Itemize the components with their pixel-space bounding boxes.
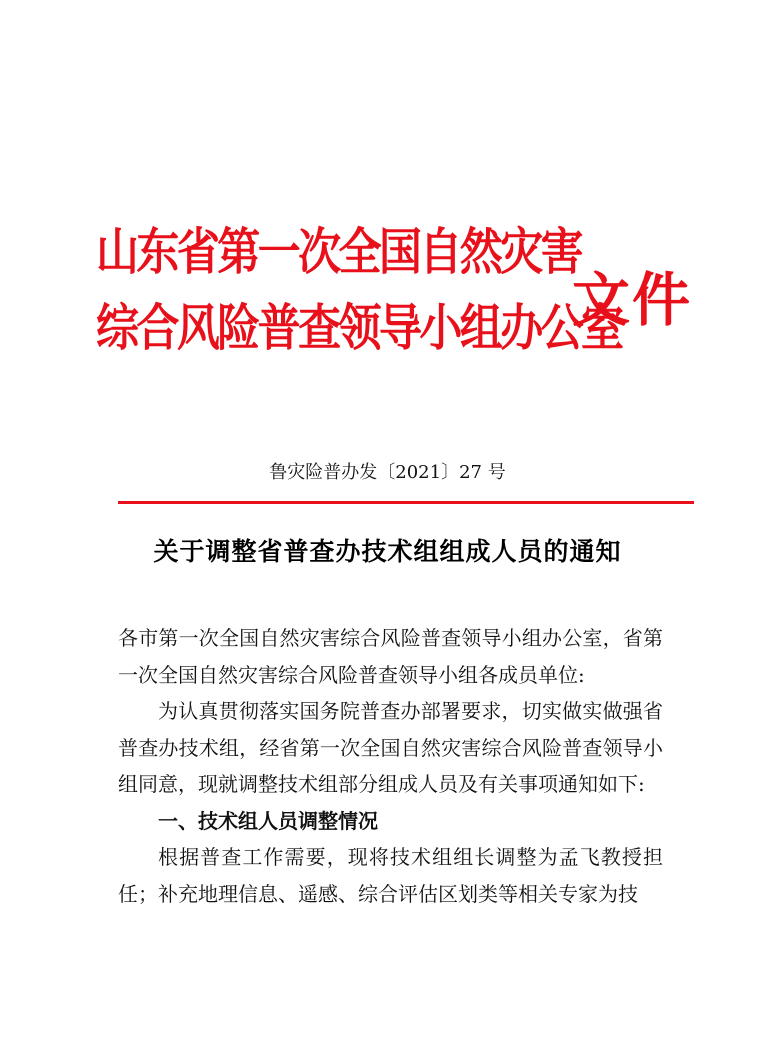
masthead-suffix: 文件: [572, 266, 693, 334]
paragraph: 根据普查工作需要，现将技术组组长调整为孟飞教授担任；补充地理信息、遥感、综合评估区划类等相关专家为技: [118, 845, 663, 906]
document-number: 鲁灾险普办发〔2021〕27 号: [269, 462, 506, 483]
red-separator-line: [118, 501, 694, 504]
section-heading: 一、技术组人员调整情况: [158, 808, 378, 833]
masthead-line-1: 山东省第一次全国自然灾害: [96, 222, 582, 281]
masthead-issuer: [96, 214, 622, 366]
paragraph: 为认真贯彻落实国务院普查办部署要求，切实做实做强省普查办技术组，经省第一次全国自然灾害综合风险普查领导小组同意，现就调整技术组部分组成人员及有关事项通知如下:: [118, 699, 663, 796]
masthead: [96, 214, 696, 394]
document-body: [118, 620, 663, 912]
salutation: 各市第一次全国自然灾害综合风险普查领导小组办公室，省第一次全国自然灾害综合风险普查领导小组各成员单位:: [118, 626, 663, 687]
document-title: 关于调整省普查办技术组组成人员的通知: [153, 537, 622, 566]
masthead-line-2: 综合风险普查领导小组办公室: [96, 298, 622, 357]
